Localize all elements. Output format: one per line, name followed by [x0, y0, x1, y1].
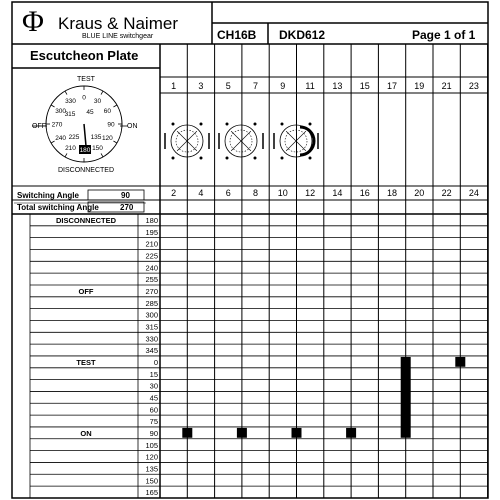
position-angle-30: 30 — [149, 381, 158, 391]
position-angle-300: 300 — [145, 310, 158, 320]
position-name-off: OFF — [78, 286, 94, 296]
contact-point-3-0 — [281, 123, 284, 126]
dial-label-bottom: DISCONNECTED — [58, 167, 115, 174]
contact-point-2-2 — [226, 157, 229, 160]
position-angle-225: 225 — [145, 251, 158, 261]
brand-tagline: BLUE LINE switchgear — [82, 33, 154, 40]
contact-block-pair-4 — [346, 428, 356, 438]
contact-spoke-3-3 — [296, 131, 306, 141]
contact-spoke-2-2 — [231, 131, 241, 141]
terminal-top-3: 3 — [198, 81, 204, 91]
position-angle-60: 60 — [149, 405, 158, 415]
brand-name: Kraus & Naimer — [58, 14, 178, 33]
position-angle-90: 90 — [149, 428, 158, 438]
terminal-top-21: 21 — [441, 81, 452, 91]
position-angle-270: 270 — [145, 286, 158, 296]
contact-point-1-0 — [172, 123, 175, 126]
dial-angle-210: 210 — [65, 144, 76, 152]
position-angle-45: 45 — [149, 393, 158, 403]
terminal-top-17: 17 — [386, 81, 398, 91]
dial-angle-60: 60 — [103, 108, 111, 115]
position-angle-180: 180 — [145, 216, 158, 225]
total-switching-angle-value: 270 — [120, 203, 134, 212]
contact-spoke-1-0 — [187, 141, 197, 151]
dial-angle-330: 330 — [65, 98, 76, 106]
position-name-disconnected: DISCONNECTED — [55, 216, 117, 225]
dial-tick-210 — [65, 153, 67, 156]
contact-block-pair-2 — [237, 428, 247, 438]
contact-spoke-1-2 — [177, 131, 187, 141]
terminal-bottom-6: 6 — [225, 188, 231, 198]
dial-tick-60 — [113, 105, 116, 107]
switching-angle-box — [88, 190, 144, 200]
dial-label-top: TEST — [77, 76, 95, 83]
terminal-top-23: 23 — [468, 81, 479, 91]
dial-label-right: ON — [127, 123, 138, 130]
contact-block-pair-6 — [455, 357, 465, 367]
dial-pointer-value: 180 — [79, 147, 91, 154]
dial-tick-240 — [51, 141, 54, 143]
terminal-bottom-18: 18 — [386, 188, 398, 198]
contact-spoke-1-3 — [187, 131, 197, 141]
contact-block-pair-1 — [182, 428, 192, 438]
contact-bar-pair-5 — [401, 357, 411, 438]
page-indicator: Page 1 of 1 — [412, 28, 476, 42]
dial-pointer — [84, 124, 86, 146]
position-angle-135: 135 — [145, 464, 158, 474]
dial-tick-120 — [113, 141, 116, 143]
switching-angle-value: 90 — [121, 191, 130, 200]
drawing-number: DKD612 — [279, 28, 326, 42]
brand-logo-icon: Φ — [22, 5, 44, 38]
dial-angle-240: 240 — [55, 135, 67, 142]
dial-angle-300: 300 — [55, 108, 67, 115]
switching-angle-label: Switching Angle — [17, 191, 79, 200]
dial-angle-270: 270 — [51, 121, 63, 129]
dial-inner-angle-45: 45 — [86, 109, 94, 116]
dial-tick-150 — [101, 153, 103, 156]
terminal-bottom-14: 14 — [332, 188, 343, 198]
contact-point-1-2 — [172, 157, 175, 160]
terminal-top-1: 1 — [171, 81, 177, 91]
position-angle-330: 330 — [145, 334, 158, 344]
position-angle-315: 315 — [145, 322, 158, 332]
terminal-top-11: 11 — [305, 81, 315, 91]
position-name-on: ON — [80, 428, 92, 438]
contact-spoke-3-2 — [286, 131, 296, 141]
position-angle-15: 15 — [149, 369, 158, 379]
dial-angle-120: 120 — [101, 135, 113, 142]
terminal-top-15: 15 — [359, 81, 370, 91]
terminal-bottom-20: 20 — [414, 188, 425, 198]
terminal-top-19: 19 — [414, 81, 425, 91]
terminal-top-9: 9 — [280, 81, 286, 91]
position-angle-75: 75 — [149, 417, 158, 427]
model-number: CH16B — [217, 28, 257, 42]
contact-spoke-3-0 — [296, 141, 306, 151]
terminal-bottom-24: 24 — [468, 188, 479, 198]
dial-inner-angle-225: 225 — [68, 134, 80, 141]
dial-tick-30 — [101, 91, 103, 94]
contact-point-3-3 — [309, 157, 312, 160]
total-switching-angle-label: Total switching Angle — [17, 203, 99, 212]
contact-point-2-1 — [254, 123, 257, 126]
contact-block-pair-3 — [292, 428, 302, 438]
dial-tick-300 — [51, 105, 54, 107]
contact-spoke-3-1 — [286, 141, 296, 151]
position-angle-150: 150 — [145, 476, 158, 486]
contact-spoke-2-3 — [241, 131, 251, 141]
terminal-top-13: 13 — [332, 81, 343, 91]
terminal-bottom-8: 8 — [252, 188, 259, 198]
dial-angle-90: 90 — [107, 121, 115, 129]
terminal-bottom-2: 2 — [171, 188, 177, 198]
position-angle-165: 165 — [145, 488, 158, 498]
position-angle-0: 0 — [153, 357, 158, 367]
position-angle-210: 210 — [145, 239, 158, 249]
terminal-top-5: 5 — [225, 81, 231, 91]
escutcheon-title: Escutcheon Plate — [30, 48, 139, 63]
dial-label-left: OFF — [32, 123, 46, 130]
dial-angle-30: 30 — [93, 98, 102, 106]
dial-angle-0: 0 — [82, 94, 86, 102]
dial-tick-330 — [65, 91, 67, 94]
contact-spoke-2-1 — [231, 141, 241, 151]
position-angle-195: 195 — [145, 227, 158, 237]
contact-spoke-2-0 — [241, 141, 251, 151]
terminal-bottom-4: 4 — [198, 188, 204, 198]
position-angle-105: 105 — [145, 440, 158, 450]
terminal-bottom-16: 16 — [359, 188, 370, 198]
contact-point-2-3 — [254, 157, 257, 160]
contact-spoke-1-1 — [177, 141, 187, 151]
position-angle-345: 345 — [145, 346, 158, 356]
contact-point-3-1 — [309, 123, 312, 126]
position-name-test: TEST — [76, 357, 96, 367]
dial-inner-angle-135: 135 — [90, 134, 102, 141]
position-angle-285: 285 — [145, 298, 158, 308]
contact-point-1-1 — [200, 123, 203, 126]
position-angle-240: 240 — [145, 263, 158, 273]
position-angle-120: 120 — [145, 452, 158, 462]
contact-point-2-0 — [226, 123, 229, 126]
terminal-bottom-12: 12 — [305, 188, 316, 198]
terminal-top-7: 7 — [252, 81, 259, 91]
dial-inner-angle-315: 315 — [64, 111, 76, 118]
terminal-bottom-10: 10 — [277, 188, 288, 198]
dial-angle-150: 150 — [92, 144, 103, 152]
terminal-bottom-22: 22 — [441, 188, 452, 198]
position-angle-255: 255 — [145, 275, 158, 285]
contact-point-3-2 — [281, 157, 284, 160]
contact-point-1-3 — [200, 157, 203, 160]
